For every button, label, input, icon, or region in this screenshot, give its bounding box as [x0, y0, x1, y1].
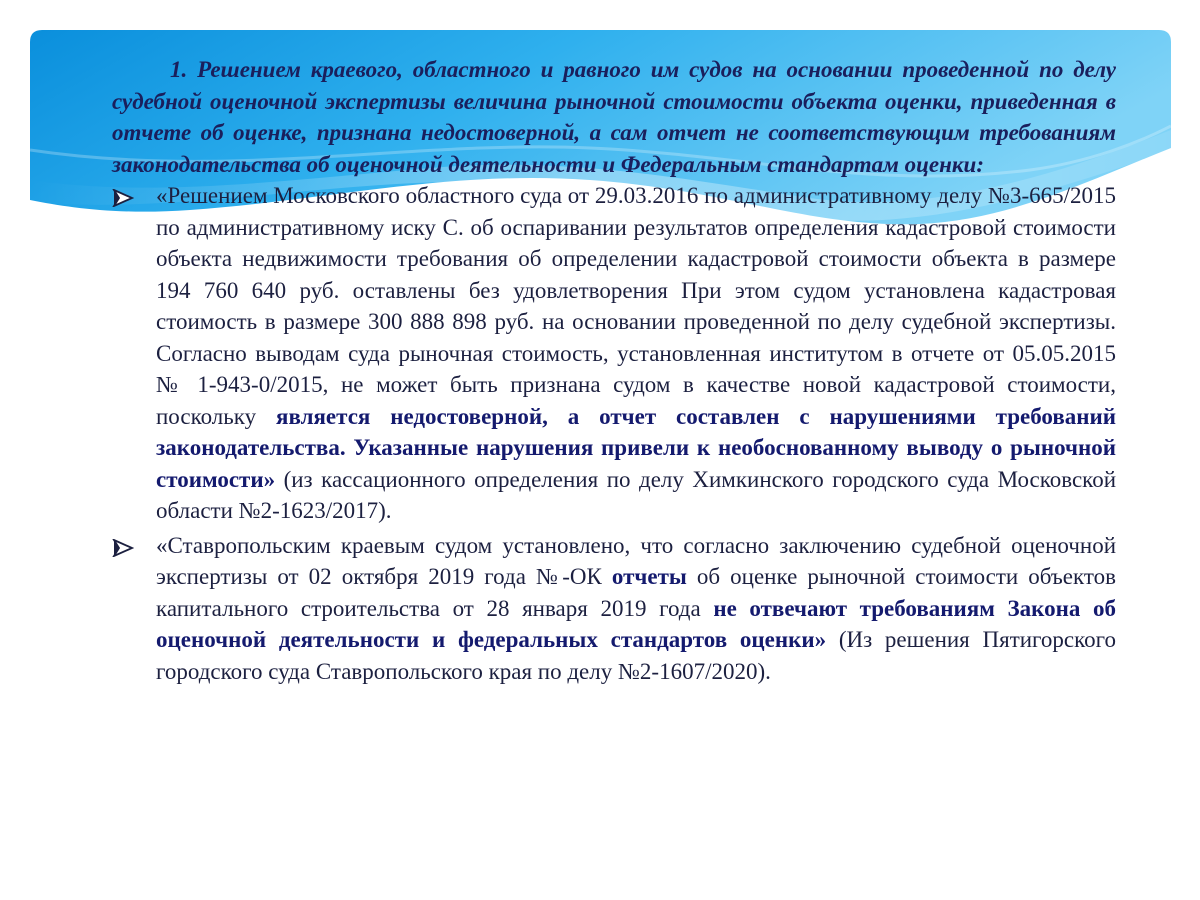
bullet-text: «Ставропольским краевым судом установлено, что согласно заключению судебной оценочной экспертизы от 02 октября 2019 года №-ОК	[156, 532, 1116, 589]
arrow-bullet-icon	[112, 189, 134, 207]
bullet-text: об оценке рыночной стоимости объектов капитального строительства от 28 января 2019 года	[156, 564, 1116, 621]
bullet-source-text: (Из решения Пятигорского городского суда Ставропольского края по делу №2-1607/2020).	[156, 627, 1116, 684]
bullet-bold-text: является недостоверной, а отчет составлен с нарушениями требований законодательства. Указанные нарушения привели к необоснованному выводу о рыночной стоимости»	[156, 403, 1117, 492]
bullet-source-text: (из кассационного определения по делу Химкинского городского суда Московской области №2-1623/2017).	[156, 466, 1116, 523]
bullet-list	[112, 180, 1116, 687]
list-item	[112, 530, 1116, 688]
section-heading: 1. Решением краевого, областного и равного им судов на основании проведенной по делу судебной оценочной экспертизы величина рыночной стоимости объекта оценки, приведенная в отчете об оценке, признана недостоверной, а сам отчет не соответствующим требованиям законодательства об оценочной деятельности и Федеральным стандартам оценки:	[112, 57, 1116, 177]
bullet-text: «Решением Московского областного суда от 29.03.2016 по административному делу №3-665/2015 по административному иску С. об оспаривании результатов определения кадастровой стоимости объекта недвижимости требования об определении кадастровой стоимости объекта в размере 194 760 640 руб. оставлены без удовлетворения При этом судом установлена кадастровая стоимость в размере 300 888 898 руб. на основании проведенной по делу судебной экспертизы. Согласно выводам суда рыночная стоимость, установленная институтом в отчете от 05.05.2015 № 1-943-0/2015, не может быть признана судом в качестве новой кадастровой стоимости, поскольку	[156, 183, 1116, 429]
list-item	[112, 180, 1116, 527]
slide-content	[112, 54, 1116, 687]
bullet-bold-text: отчеты	[611, 564, 687, 589]
bullet-bold-text: не отвечают требованиям Закона об оценочной деятельности и федеральных стандартов оценки»	[156, 595, 1116, 652]
arrow-bullet-icon	[112, 539, 134, 557]
